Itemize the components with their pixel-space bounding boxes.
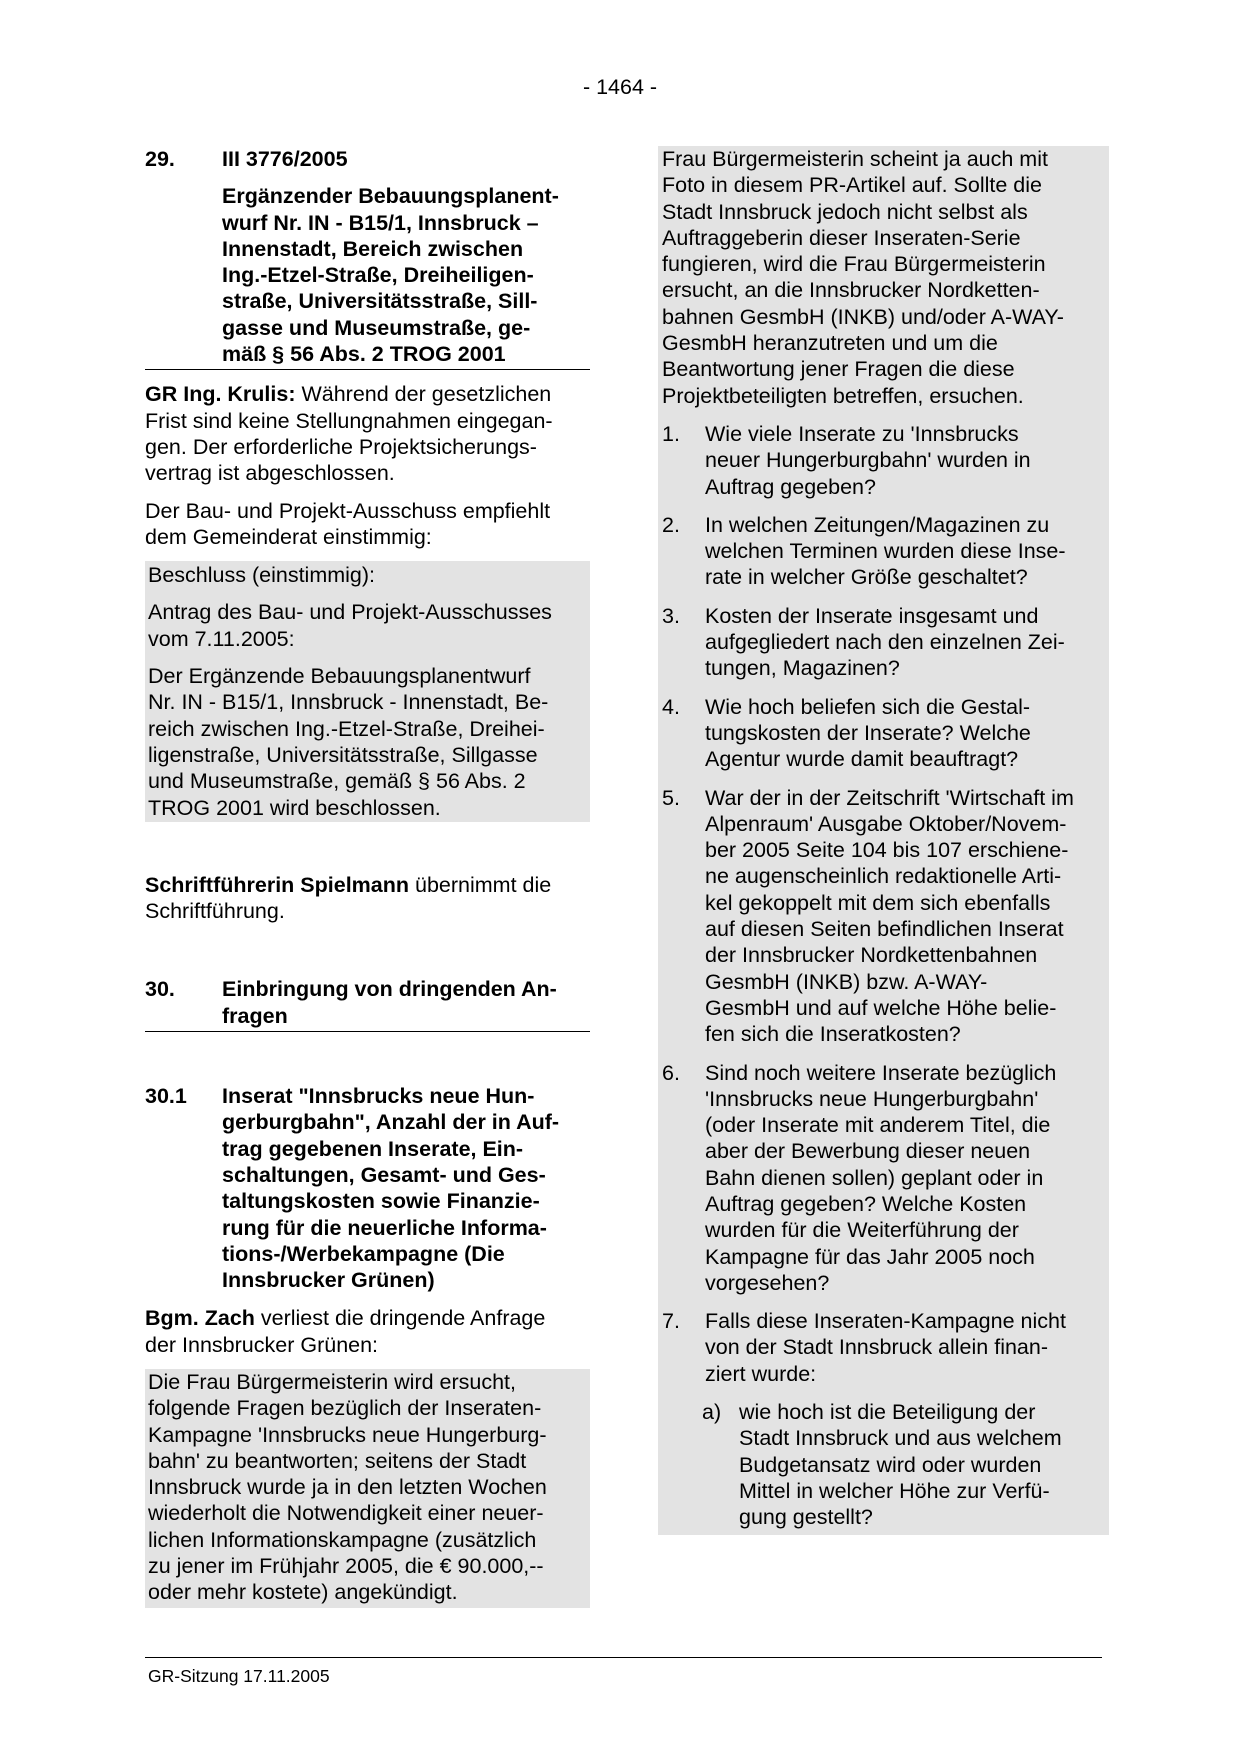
question-number: 6. — [662, 1060, 680, 1085]
speaker-name: Bgm. Zach — [145, 1306, 255, 1331]
text-line: wiederholt die Notwendigkeit einer neuer- — [148, 1501, 544, 1526]
text-line: Agentur wurde damit beauftragt? — [705, 747, 1019, 772]
text-line: Kampagne 'Innsbrucks neue Hungerburg- — [148, 1422, 547, 1447]
question-item — [662, 1308, 1106, 1387]
title-line: straße, Universitätsstraße, Sill- — [222, 289, 538, 314]
text-line: Stadt Innsbruck jedoch nicht selbst als — [662, 199, 1028, 224]
text-line: Sind noch weitere Inserate bezüglich — [705, 1060, 1057, 1085]
text-line: verliest die dringende Anfrage — [254, 1306, 546, 1331]
title-line: Innsbrucker Grünen) — [222, 1268, 435, 1293]
text-line: ersucht, an die Innsbrucker Nordketten- — [662, 278, 1040, 303]
speaker-name: GR Ing. Krulis: — [145, 382, 296, 407]
title-line: taltungskosten sowie Finanzie- — [222, 1189, 540, 1214]
item-29-title — [222, 183, 590, 367]
item-30-heading — [145, 976, 590, 1032]
title-line: Ing.-Etzel-Straße, Dreiheiligen- — [222, 263, 534, 288]
krulis-statement — [145, 381, 590, 486]
question-text — [705, 1308, 1106, 1387]
text-line: Wie viele Inserate zu 'Innsbrucks — [705, 421, 1019, 446]
text-line: lichen Informationskampagne (zusätzlich — [148, 1527, 537, 1552]
text-line: Falls diese Inseraten-Kampagne nicht — [705, 1309, 1066, 1334]
text-line: vom 7.11.2005: — [148, 626, 295, 651]
text-line: fungieren, wird die Frau Bürgermeisterin — [662, 252, 1046, 277]
text-line: (oder Inserate mit anderem Titel, die — [705, 1113, 1051, 1138]
left-column — [145, 146, 590, 1608]
text-line: GesmbH (INKB) bzw. A-WAY- — [705, 969, 988, 994]
text-line: Foto in diesem PR-Artikel auf. Sollte die — [662, 173, 1042, 198]
text-line: rate in welcher Größe geschaltet? — [705, 565, 1028, 590]
text-line: aber der Bewerbung dieser neuen — [705, 1139, 1031, 1164]
text-line: gung gestellt? — [739, 1505, 873, 1530]
title-line: gerburgbahn", Anzahl der in Auf- — [222, 1110, 560, 1135]
text-line: TROG 2001 wird beschlossen. — [148, 795, 441, 820]
text-line: Auftrag gegeben? — [705, 474, 876, 499]
title-line: wurf Nr. IN - B15/1, Innsbruck – — [222, 210, 539, 235]
text-line: Die Frau Bürgermeisterin wird ersucht, — [148, 1369, 517, 1394]
text-line: wurden für die Weiterführung der — [705, 1218, 1019, 1243]
text-line: Stadt Innsbruck und aus welchem — [739, 1426, 1062, 1451]
title-line: tions-/Werbekampagne (Die — [222, 1241, 505, 1266]
question-text — [705, 694, 1106, 773]
text-line: ber 2005 Seite 104 bis 107 erschiene- — [705, 838, 1069, 863]
text-line: bahnen GesmbH (INKB) und/oder A-WAY- — [662, 304, 1064, 329]
title-line: trag gegebenen Inserate, Ein- — [222, 1136, 524, 1161]
question-text — [705, 785, 1106, 1048]
text-line: kel gekoppelt mit dem sich ebenfalls — [705, 890, 1051, 915]
motion-text — [148, 599, 590, 652]
item-29-number: 29. — [145, 147, 175, 171]
text-line: Bahn dienen sollen) geplant oder in — [705, 1165, 1044, 1190]
text-line: Während der gesetzlichen — [295, 382, 552, 407]
question-item — [662, 512, 1106, 591]
title-line: mäß § 56 Abs. 2 TROG 2001 — [222, 342, 506, 367]
text-line: welchen Terminen wurden diese Inse- — [705, 539, 1066, 564]
sub-question-text — [739, 1399, 1106, 1530]
text-line: tungen, Magazinen? — [705, 656, 900, 681]
question-number: 4. — [662, 694, 680, 719]
question-text — [705, 603, 1106, 682]
text-line: Antrag des Bau- und Projekt-Ausschusses — [148, 600, 552, 625]
committee-recommendation — [145, 498, 590, 551]
question-text — [705, 512, 1106, 591]
text-line: auf diesen Seiten befindlichen Inserat — [705, 917, 1064, 942]
title-line: Einbringung von dringenden An- — [222, 977, 557, 1002]
inquiry-box-left — [145, 1369, 590, 1608]
footer-divider — [145, 1657, 1102, 1658]
inquiry-box-right — [658, 146, 1109, 1535]
resolution-label: Beschluss (einstimmig): — [148, 563, 375, 588]
resolution-text — [148, 663, 590, 821]
inquiry-continuation — [662, 146, 1106, 409]
text-line: Frau Bürgermeisterin scheint ja auch mit — [662, 147, 1048, 171]
text-line: In welchen Zeitungen/Magazinen zu — [705, 512, 1050, 537]
question-number: 5. — [662, 785, 680, 810]
question-text — [705, 421, 1106, 500]
title-line: Innenstadt, Bereich zwischen — [222, 236, 524, 261]
question-item — [662, 421, 1106, 500]
text-line: vertrag ist abgeschlossen. — [145, 461, 395, 486]
text-line: zu jener im Frühjahr 2005, die € 90.000,-- — [148, 1554, 544, 1579]
text-line: aufgegliedert nach den einzelnen Zei- — [705, 630, 1065, 655]
text-line: übernimmt die — [409, 872, 552, 897]
item-30-1-number: 30.1 — [145, 1084, 187, 1109]
item-29-reference: III 3776/2005 — [222, 147, 348, 171]
title-line: fragen — [222, 1003, 288, 1028]
text-line: Budgetansatz wird oder wurden — [739, 1452, 1042, 1477]
item-30-number: 30. — [145, 977, 175, 1002]
text-line: Wie hoch beliefen sich die Gestal- — [705, 694, 1031, 719]
text-line: wie hoch ist die Beteiligung der — [739, 1400, 1036, 1425]
text-line: Alpenraum' Ausgabe Oktober/Novem- — [705, 811, 1067, 836]
item-30-1-heading — [145, 1083, 590, 1293]
text-line: ne augenscheinlich redaktionelle Arti- — [705, 864, 1062, 889]
text-line: folgende Fragen bezüglich der Inseraten- — [148, 1396, 542, 1421]
sub-question-label: a) — [702, 1400, 722, 1425]
text-line: Innsbruck wurde ja in den letzten Wochen — [148, 1475, 547, 1500]
text-line: tungskosten der Inserate? Welche — [705, 720, 1031, 745]
text-line: Projektbeteiligten betreffen, ersuchen. — [662, 383, 1024, 408]
text-line: ligenstraße, Universitätsstraße, Sillgasse — [148, 742, 538, 767]
item-30-title — [222, 976, 590, 1029]
question-number: 2. — [662, 512, 680, 537]
zach-statement — [145, 1305, 590, 1358]
text-line: Der Bau- und Projekt-Ausschuss empfiehlt — [145, 498, 551, 523]
text-line: 'Innsbrucks neue Hungerburgbahn' — [705, 1086, 1039, 1111]
text-line: neuer Hungerburgbahn' wurden in — [705, 448, 1031, 473]
secretary-note — [145, 872, 590, 925]
text-line: Mittel in welcher Höhe zur Verfü- — [739, 1478, 1050, 1503]
text-line: der Innsbrucker Grünen: — [145, 1332, 379, 1357]
question-number: 1. — [662, 421, 680, 446]
title-line: Inserat "Innsbrucks neue Hun- — [222, 1084, 535, 1109]
text-line: reich zwischen Ing.-Etzel-Straße, Dreihei- — [148, 716, 545, 741]
text-line: oder mehr kostete) angekündigt. — [148, 1580, 458, 1605]
question-item — [662, 1060, 1106, 1297]
title-line: Ergänzender Bebauungsplanent- — [222, 184, 559, 209]
text-line: von der Stadt Innsbruck allein finan- — [705, 1335, 1049, 1360]
question-number: 3. — [662, 603, 680, 628]
title-line: schaltungen, Gesamt- und Ges- — [222, 1162, 546, 1187]
question-number: 7. — [662, 1309, 680, 1334]
text-line: und Museumstraße, gemäß § 56 Abs. 2 — [148, 769, 526, 794]
text-line: Auftrag gegeben? Welche Kosten — [705, 1191, 1027, 1216]
text-line: dem Gemeinderat einstimmig: — [145, 524, 432, 549]
text-line: Beantwortung jener Fragen die diese — [662, 357, 1015, 382]
text-line: GesmbH heranzutreten und um die — [662, 331, 998, 356]
text-line: ziert wurde: — [705, 1361, 817, 1386]
question-item — [662, 603, 1106, 682]
text-line: bahn' zu beantworten; seitens der Stadt — [148, 1448, 527, 1473]
text-line: fen sich die Inseratkosten? — [705, 1022, 961, 1047]
question-item — [662, 694, 1106, 773]
item-30-1-title — [222, 1083, 590, 1293]
title-line: rung für die neuerliche Informa- — [222, 1215, 547, 1240]
secretary-name: Schriftführerin Spielmann — [145, 872, 410, 897]
text-line: gen. Der erforderliche Projektsicherungs- — [145, 434, 537, 459]
page-number: - 1464 - — [582, 75, 658, 99]
title-line: gasse und Museumstraße, ge- — [222, 315, 531, 340]
inquiry-text — [148, 1369, 590, 1606]
sub-question-item — [662, 1399, 1106, 1530]
text-line: Der Ergänzende Bebauungsplanentwurf — [148, 664, 531, 689]
text-line: Kosten der Inserate insgesamt und — [705, 603, 1039, 628]
text-line: Auftraggeberin dieser Inseraten-Serie — [662, 225, 1021, 250]
text-line: Nr. IN - B15/1, Innsbruck - Innenstadt, Be- — [148, 690, 549, 715]
page-footer: GR-Sitzung 17.11.2005 — [148, 1666, 330, 1686]
text-line: der Innsbrucker Nordkettenbahnen — [705, 943, 1038, 968]
text-line: GesmbH und auf welche Höhe belie- — [705, 995, 1057, 1020]
item-29-heading — [145, 146, 590, 370]
text-line: Schriftführung. — [145, 899, 285, 924]
text-line: War der in der Zeitschrift 'Wirtschaft im — [705, 785, 1074, 810]
text-line: vorgesehen? — [705, 1270, 830, 1295]
text-line: Kampagne für das Jahr 2005 noch — [705, 1244, 1035, 1269]
resolution-box — [145, 561, 590, 822]
text-line: Frist sind keine Stellungnahmen eingegan- — [145, 408, 553, 433]
question-item — [662, 785, 1106, 1048]
question-text — [705, 1060, 1106, 1297]
